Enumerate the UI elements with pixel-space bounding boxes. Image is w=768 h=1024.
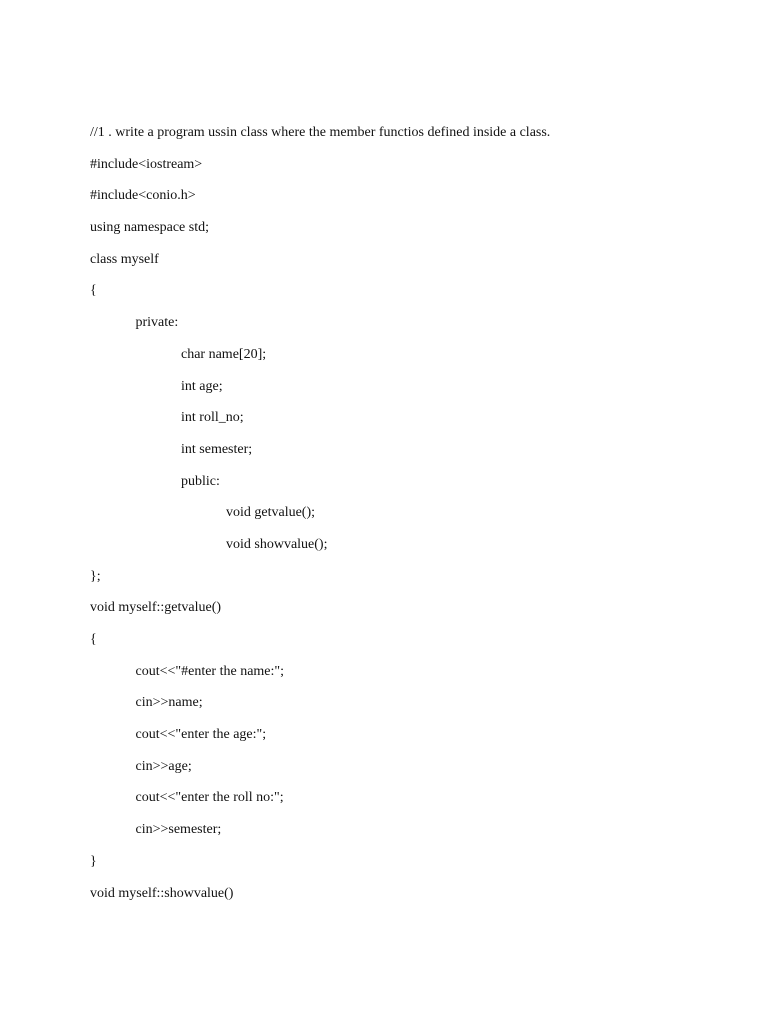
- code-line: int semester;: [181, 441, 253, 457]
- code-line: cout<<"enter the roll no:";: [135, 790, 284, 806]
- code-line: int roll_no;: [181, 410, 244, 426]
- code-line: };: [90, 568, 101, 584]
- code-line: {: [90, 632, 97, 647]
- code-line: #include<iostream>: [90, 156, 203, 172]
- code-line: void showvalue();: [226, 536, 328, 552]
- code-line: cin>>name;: [135, 695, 203, 711]
- code-line: cout<<"enter the age:";: [135, 727, 267, 743]
- code-line: cout<<"#enter the name:";: [135, 663, 285, 679]
- code-line: private:: [135, 315, 179, 331]
- code-line: {: [90, 283, 97, 299]
- code-listing: [90, 122, 730, 914]
- code-line: public:: [181, 473, 220, 489]
- code-line: void myself::getvalue(): [90, 600, 222, 616]
- code-line: char name[20];: [181, 346, 267, 362]
- code-line: void myself::showvalue(): [90, 885, 234, 901]
- code-line: using namespace std;: [90, 220, 209, 236]
- code-line: cin>>semester;: [135, 822, 222, 838]
- code-line: }: [90, 853, 97, 869]
- code-line: int age;: [181, 378, 223, 394]
- code-line: void getvalue();: [226, 505, 316, 521]
- code-line: cin>>age;: [135, 758, 192, 774]
- code-line: #include<conio.h>: [90, 188, 196, 204]
- comment-line: //1 . write a program ussin class where the member functios defined inside a class.: [90, 125, 551, 140]
- code-line: class myself: [90, 251, 159, 267]
